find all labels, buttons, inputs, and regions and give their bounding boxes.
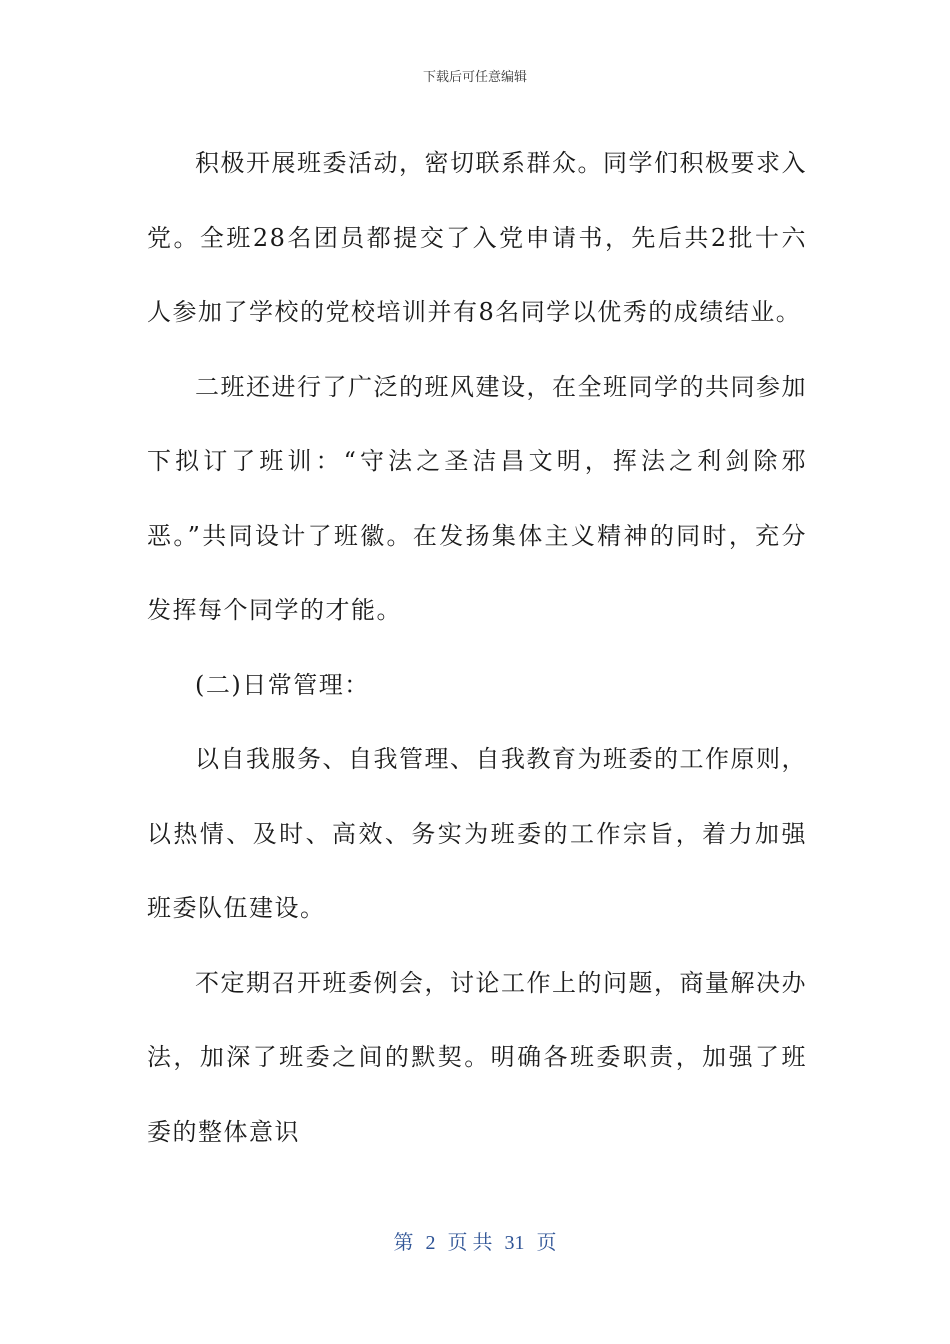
document-body bbox=[147, 126, 807, 1169]
page-number-footer bbox=[0, 1226, 950, 1255]
footer-prefix: 第 bbox=[393, 1232, 414, 1254]
footer-middle: 页 共 bbox=[447, 1232, 493, 1254]
footer-suffix: 页 bbox=[536, 1232, 557, 1254]
footer-page-number: 2 bbox=[425, 1232, 436, 1254]
paragraph-work-principles: 以自我服务、自我管理、自我教育为班委的工作原则，以热情、及时、高效、务实为班委的工作宗旨，着力加强班委队伍建设。 bbox=[147, 745, 807, 922]
section-heading-daily-management: (二)日常管理： bbox=[195, 670, 370, 699]
paragraph-class-style: 二班还进行了广泛的班风建设，在全班同学的共同参加下拟订了班训：“守法之圣洁昌文明，挥法之利剑除邪恶。”共同设计了班徽。在发扬集体主义精神的同时，充分发挥每个同学的才能。 bbox=[147, 372, 807, 624]
paragraph-party-activities: 积极开展班委活动，密切联系群众。同学们积极要求入党。全班28名团员都提交了入党申请书，先后共2批十六人参加了学校的党校培训并有8名同学以优秀的成绩结业。 bbox=[147, 149, 807, 326]
page-header: 下载后可任意编辑 bbox=[422, 70, 527, 85]
paragraph-committee-meetings: 不定期召开班委例会，讨论工作上的问题，商量解决办法，加深了班委之间的默契。明确各班委职责，加强了班委的整体意识 bbox=[147, 968, 807, 1146]
footer-total-pages: 31 bbox=[504, 1232, 525, 1254]
